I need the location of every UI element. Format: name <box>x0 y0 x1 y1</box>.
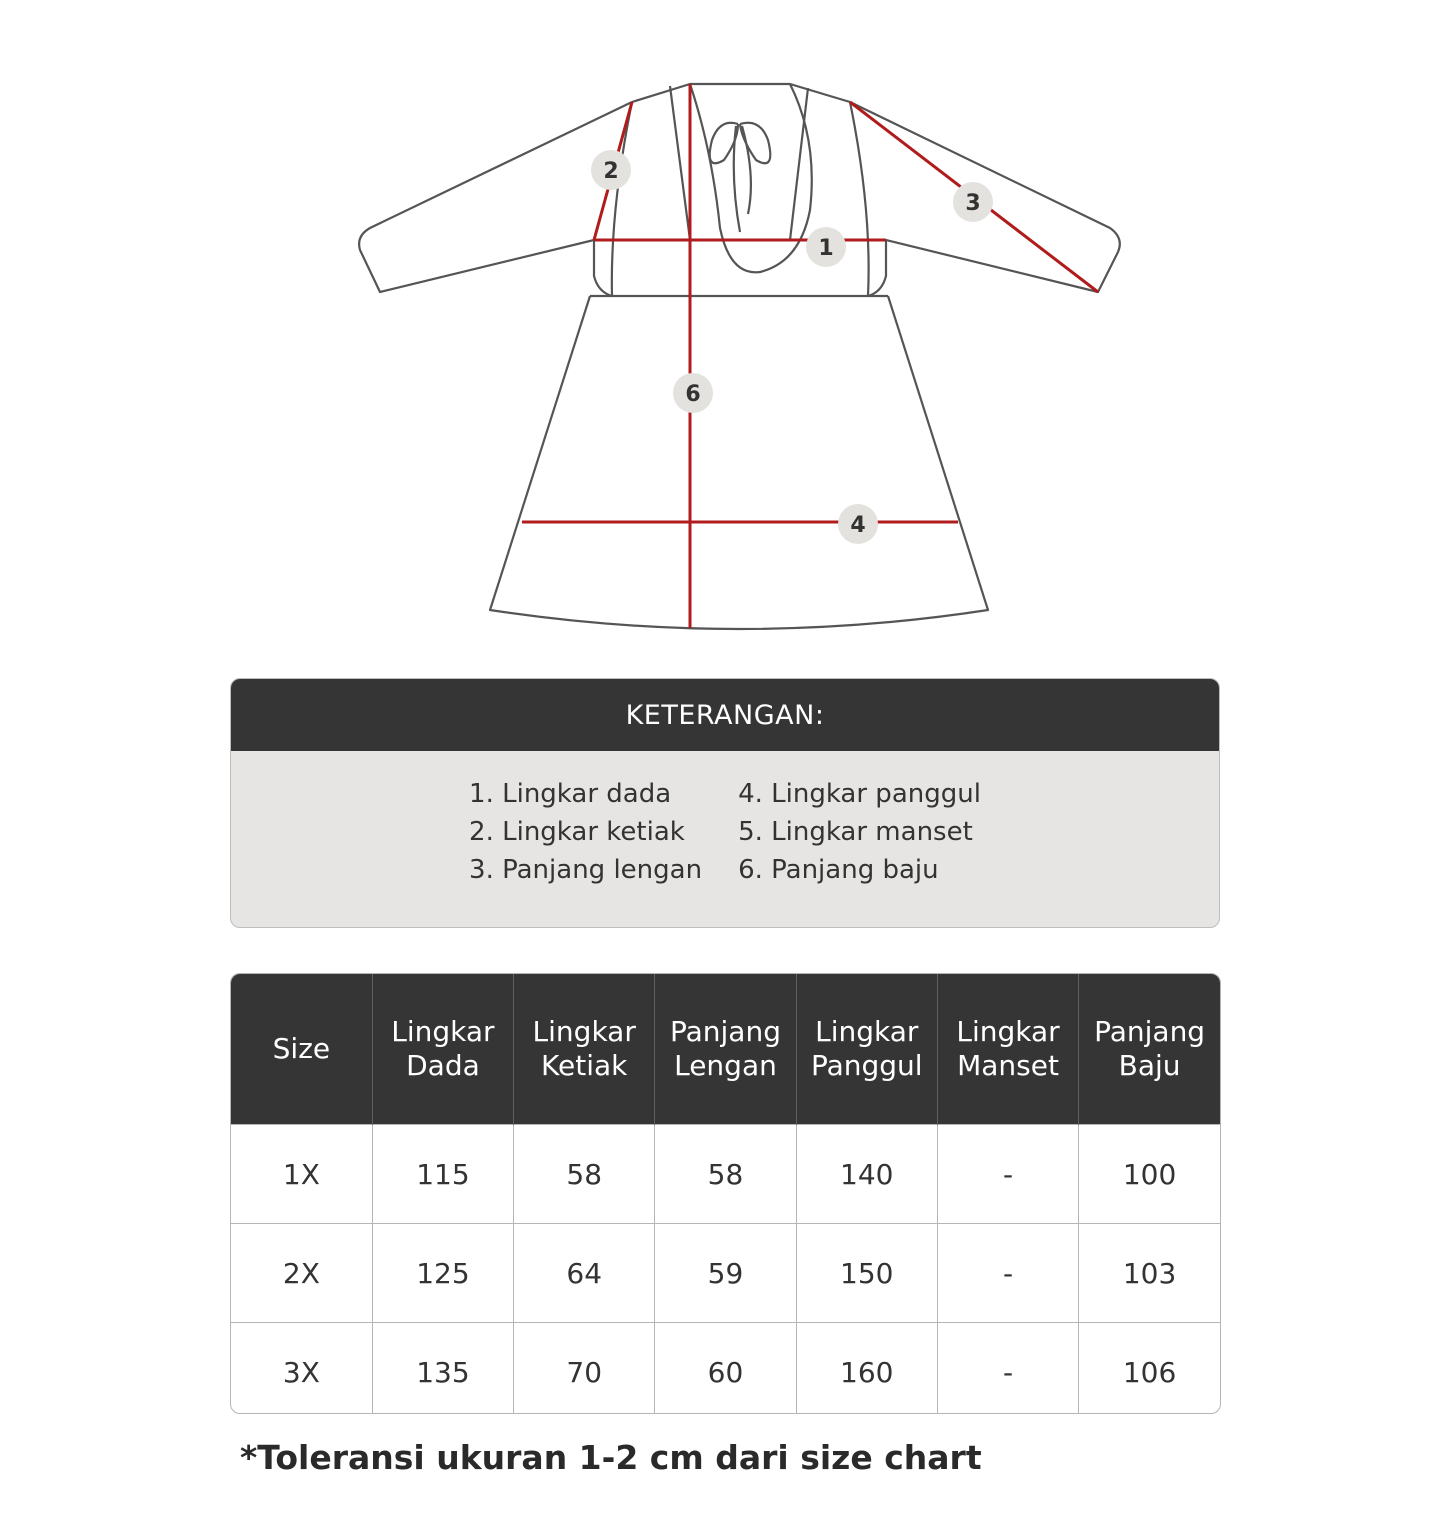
header-line: Dada <box>406 1049 480 1082</box>
table-cell: 135 <box>372 1323 513 1415</box>
table-row <box>231 1125 1220 1224</box>
header-panjang-lengan <box>655 974 796 1125</box>
table-cell: 58 <box>514 1125 655 1224</box>
garment-measurement-diagram <box>330 70 1150 650</box>
table-cell: 150 <box>796 1224 937 1323</box>
table-cell: 59 <box>655 1224 796 1323</box>
table-cell: 1X <box>231 1125 372 1224</box>
header-lingkar-panggul <box>796 974 937 1125</box>
table-cell: 125 <box>372 1224 513 1323</box>
header-panjang-baju <box>1079 974 1220 1125</box>
marker-3-label: 3 <box>965 191 981 216</box>
header-line: Lingkar <box>391 1015 495 1048</box>
marker-4 <box>838 504 878 544</box>
header-size <box>231 974 372 1125</box>
tolerance-footnote: *Toleransi ukuran 1-2 cm dari size chart <box>240 1438 982 1477</box>
table-cell: 2X <box>231 1224 372 1323</box>
table-cell: 64 <box>514 1224 655 1323</box>
header-line: Lingkar <box>815 1015 919 1048</box>
table-cell: - <box>937 1323 1078 1415</box>
header-line: Baju <box>1118 1049 1181 1082</box>
garment-outline <box>359 84 1120 629</box>
table-header-row <box>231 974 1220 1125</box>
table-cell: 160 <box>796 1323 937 1415</box>
header-lingkar-dada <box>372 974 513 1125</box>
legend-item: 4. Lingkar panggul <box>738 779 981 809</box>
legend-body <box>231 751 1219 889</box>
size-table-container <box>230 973 1221 1414</box>
header-line: Size <box>272 1032 331 1065</box>
table-cell: 3X <box>231 1323 372 1415</box>
legend-column-1 <box>469 775 702 889</box>
table-row <box>231 1224 1220 1323</box>
legend-column-2 <box>738 775 981 889</box>
marker-2 <box>591 150 631 190</box>
legend-item: 1. Lingkar dada <box>469 779 672 809</box>
header-line: Ketiak <box>541 1049 628 1082</box>
marker-1 <box>806 227 846 267</box>
legend-title: KETERANGAN: <box>231 679 1219 751</box>
table-cell: 103 <box>1079 1224 1220 1323</box>
table-row <box>231 1323 1220 1415</box>
marker-6 <box>673 373 713 413</box>
header-line: Manset <box>957 1049 1059 1082</box>
header-line: Panjang <box>1094 1015 1206 1048</box>
header-line: Lengan <box>674 1049 777 1082</box>
legend-item: 6. Panjang baju <box>738 855 939 885</box>
table-cell: 115 <box>372 1125 513 1224</box>
table-cell: - <box>937 1125 1078 1224</box>
header-lingkar-manset <box>937 974 1078 1125</box>
header-line: Panjang <box>669 1015 781 1048</box>
legend-item: 5. Lingkar manset <box>738 817 973 847</box>
marker-3 <box>953 182 993 222</box>
table-cell: 140 <box>796 1125 937 1224</box>
header-line: Lingkar <box>956 1015 1060 1048</box>
table-cell: 106 <box>1079 1323 1220 1415</box>
table-cell: - <box>937 1224 1078 1323</box>
header-line: Panggul <box>810 1049 923 1082</box>
legend-item: 2. Lingkar ketiak <box>469 817 685 847</box>
marker-1-label: 1 <box>818 236 834 261</box>
table-cell: 58 <box>655 1125 796 1224</box>
table-cell: 70 <box>514 1323 655 1415</box>
header-lingkar-ketiak <box>514 974 655 1125</box>
marker-6-label: 6 <box>685 382 701 407</box>
marker-2-label: 2 <box>603 159 619 184</box>
size-table <box>231 974 1220 1414</box>
header-line: Lingkar <box>532 1015 636 1048</box>
legend-box <box>230 678 1220 928</box>
legend-item: 3. Panjang lengan <box>469 855 703 885</box>
table-cell: 60 <box>655 1323 796 1415</box>
marker-4-label: 4 <box>850 513 866 538</box>
table-cell: 100 <box>1079 1125 1220 1224</box>
